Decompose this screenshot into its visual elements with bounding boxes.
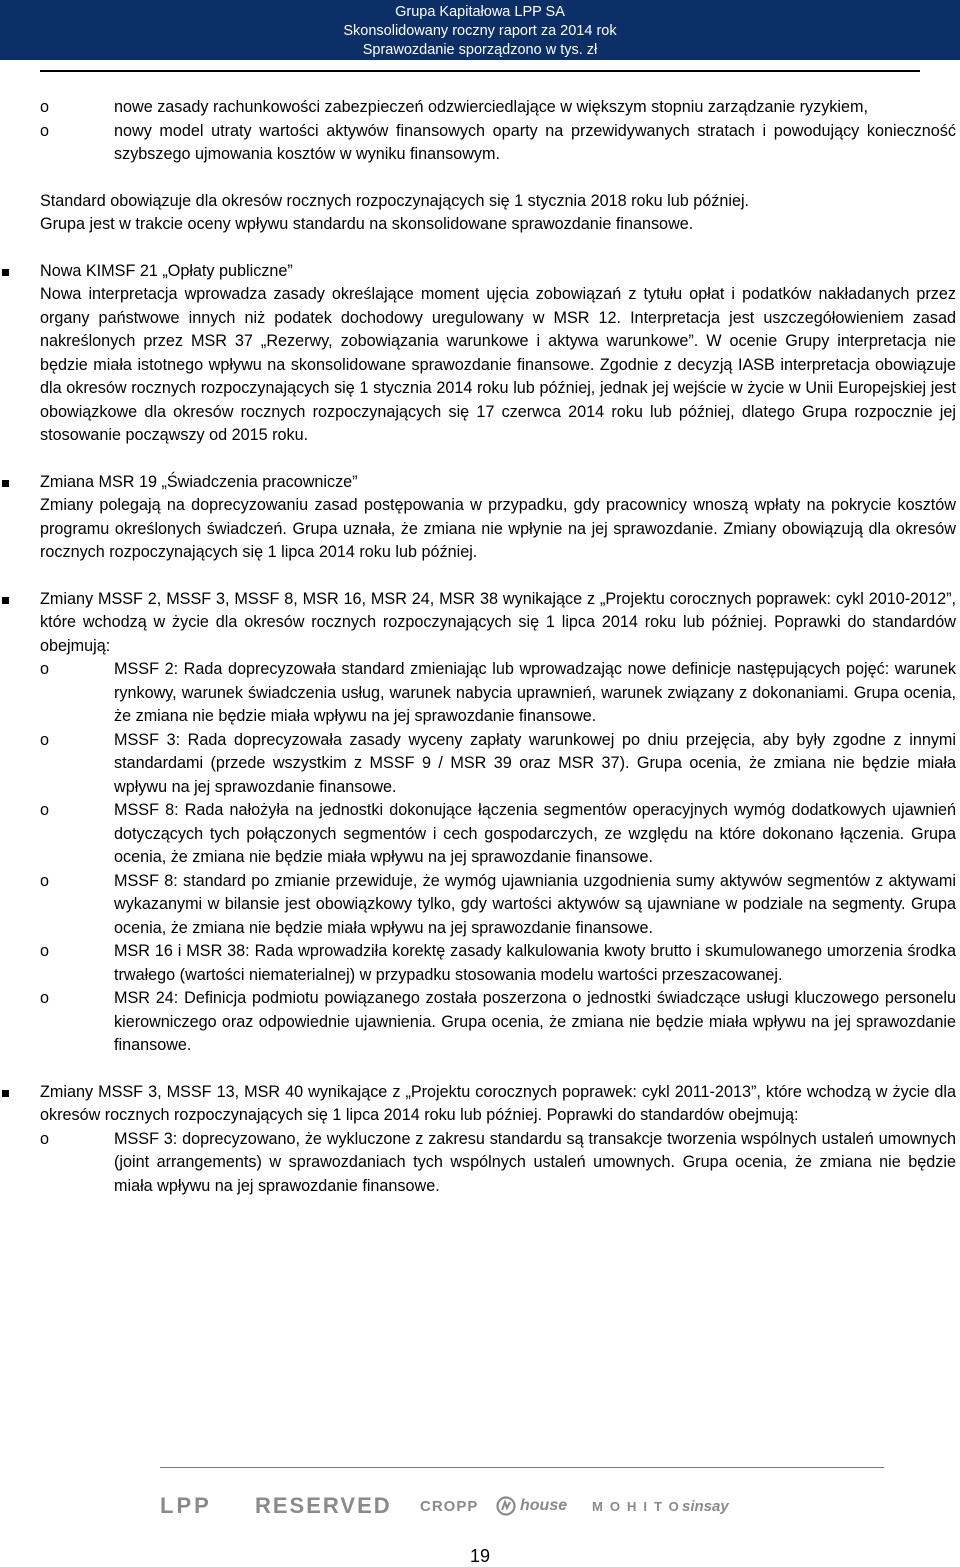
section-title: Nowa KIMSF 21 „Opłaty publiczne”	[40, 261, 293, 280]
report-header	[0, 0, 960, 60]
reserved-logo: RESERVED	[255, 1493, 392, 1518]
list-item-text: MSR 16 i MSR 38: Rada wprowadziła korektę zasady kalkulowania kwoty brutto i skumulowanego umorzenia środka trwałego (wartości niematerialnej) w przypadku stosowania modelu wartości przeszacowanej.	[114, 942, 956, 984]
section-body: Zmiany polegają na doprecyzowaniu zasad postępowania w przypadku, gdy pracownicy wnoszą wpłaty na pokrycie kosztów programu określonych świadczeń. Grupa uznała, że zmiana nie wpłynie na jej sprawozdanie. Zmiany obowiązują dla okresów rocznych rozpoczynających się 1 lipca 2014 roku lub później.	[40, 496, 956, 561]
circle-bullet-icon: o	[40, 801, 50, 819]
list-item	[40, 96, 956, 120]
circle-bullet-icon: o	[40, 871, 50, 890]
section-msr19	[40, 471, 956, 565]
effective-date-paragraph: Standard obowiązuje dla okresów rocznych rozpoczynających się 1 stycznia 2018 roku lub później.	[40, 191, 750, 210]
circle-bullet-icon: o	[40, 660, 50, 678]
section-title: Zmiany MSSF 2, MSSF 3, MSSF 8, MSR 16, MSR 24, MSR 38 wynikające z „Projektu corocznych poprawek: cykl 2010-2012”, które wchodzą w życie dla okresów rocznych rozpoczynających się 1 lipca 2014 roku lub później. Poprawki do standardów obejmują:	[40, 589, 956, 655]
footer-divider	[160, 1467, 884, 1468]
circle-bullet-icon: o	[40, 989, 50, 1007]
report-title: Skonsolidowany roczny raport za 2014 rok	[343, 23, 617, 39]
list-item	[40, 940, 956, 987]
section-title: Zmiana MSR 19 „Świadczenia pracownicze”	[40, 472, 358, 491]
header-divider	[40, 70, 920, 72]
list-item-text: MSSF 2: Rada doprecyzowała standard zmieniając lub wprowadzając nowe definicje następujących pojęć: warunek rynkowy, warunek świadczenia usług, warunek nabycia uprawnień, warunek związany z dokonaniami. Grupa ocenia, że zmiana nie będzie miała wpływu na jej sprawozdanie finansowe.	[114, 660, 956, 725]
list-item-text: MSSF 3: doprecyzowano, że wykluczone z zakresu standardu są transakcje tworzenia wspólnych ustaleń umownych (joint arrangements) w sprawozdaniach tych wspólnych ustaleń umownych. Grupa ocenia, że zmiana nie będzie miała wpływu na jej sprawozdanie finansowe.	[114, 1129, 956, 1195]
section-cycle-2010-2012	[40, 588, 956, 659]
circle-bullet-icon: o	[40, 1129, 50, 1148]
company-name: Grupa Kapitałowa LPP SA	[395, 4, 565, 20]
list-item	[40, 658, 956, 729]
section-kimsf21	[40, 260, 956, 448]
list-item-text: nowy model utraty wartości aktywów finansowych oparty na przewidywanych stratach i powodujący konieczność szybszego ujmowania kosztów w wyniku finansowym.	[114, 121, 956, 163]
list-item	[40, 729, 956, 800]
house-logo	[496, 1494, 567, 1518]
circle-bullet-icon: o	[40, 942, 50, 960]
sinsay-logo: sinsay	[682, 1497, 729, 1515]
currency-note: Sprawozdanie sporządzono w tys. zł	[362, 42, 598, 58]
list-item-text: MSSF 8: Rada nałożyła na jednostki dokonujące łączenia segmentów operacyjnych wymóg dodatkowych ujawnień dotyczących tych połączonych segmentów i cech gospodarczych, ze względu na które dokonano łączenia. Grupa ocenia, że zmiana nie będzie miała wpływu na jej sprawozdanie finansowe.	[114, 801, 956, 866]
circle-bullet-icon: o	[40, 98, 50, 116]
list-item-text: nowe zasady rachunkowości zabezpieczeń odzwierciedlające w większym stopniu zarządzanie ryzykiem,	[114, 98, 868, 116]
lpp-logo: LPP	[160, 1493, 212, 1518]
circle-bullet-icon: o	[40, 121, 50, 140]
section-title: Zmiany MSSF 3, MSSF 13, MSR 40 wynikające z „Projektu corocznych poprawek: cykl 2011-2013”, które wchodzą w życie dla okresów rocznych rozpoczynających się 1 lipca 2014 roku lub później. Poprawki do standardów obejmują:	[40, 1082, 956, 1124]
section-cycle-2011-2013	[40, 1081, 956, 1128]
assessment-paragraph: Grupa jest w trakcie oceny wpływu standardu na skonsolidowane sprawozdanie finansowe.	[40, 215, 694, 233]
list-item-text: MSSF 3: Rada doprecyzowała zasady wyceny zapłaty warunkowej po dniu przejęcia, aby były zgodne z innymi standardami (przede wszystkim z MSSF 9 / MSR 39 oraz MSR 37). Grupa ocenia, że zmiana nie będzie miała wpływu na jej sprawozdanie finansowe.	[114, 730, 956, 796]
page-number: 19	[469, 1546, 491, 1566]
cropp-logo: CROPP	[420, 1497, 479, 1515]
list-item	[40, 987, 956, 1058]
section-body: Nowa interpretacja wprowadza zasady określające moment ujęcia zobowiązań z tytułu opłat i podatków nakładanych przez organy państwowe innych niż podatek dochodowy uregulowany w MSR 12. Interpretacja jest uszczegółowieniem zasad nakreślonych przez MSR 37 „Rezerwy, zobowiązania warunkowe i aktywa warunkowe”. W ocenie Grupy interpretacja nie będzie miała istotnego wpływu na skonsolidowane sprawozdanie finansowe. Zgodnie z decyzją IASB interpretacja obowiązuje dla okresów rocznych rozpoczynających się 1 stycznia 2014 roku lub później, jednak jej wejście w życie w Unii Europejskiej jest obowiązkowe dla okresów rocznych rozpoczynających się 17 czerwca 2014 roku lub później, dlatego Grupa rozpocznie jej stosowanie począwszy od 2015 roku.	[40, 285, 956, 444]
list-item	[40, 120, 956, 167]
list-item	[40, 799, 956, 870]
page-body	[40, 96, 956, 1198]
house-logo-text: house	[520, 1497, 568, 1514]
circle-bullet-icon: o	[40, 730, 50, 749]
list-item	[40, 1128, 956, 1199]
list-item-text: MSSF 8: standard po zmianie przewiduje, że wymóg ujawniania uzgodnienia sumy aktywów segmentów z aktywami wykazanymi w bilansie jest obowiązkowy tylko, gdy wartości aktywów są ujawniane w podziale na segmenty. Grupa ocenia, że zmiana nie będzie miała wpływu na jej sprawozdanie finansowe.	[114, 871, 956, 937]
brand-logos-footer	[160, 1467, 890, 1545]
mohito-logo: MOHITO	[592, 1498, 686, 1514]
house-emblem-icon	[496, 1496, 516, 1516]
list-item-text: MSR 24: Definicja podmiotu powiązanego została poszerzona o jednostki świadczące usługi kluczowego personelu kierowniczego oraz odpowiednie ujawnienia. Grupa ocenia, że zmiana nie będzie miała wpływu na jej sprawozdanie finansowe.	[114, 989, 956, 1054]
list-item	[40, 870, 956, 941]
